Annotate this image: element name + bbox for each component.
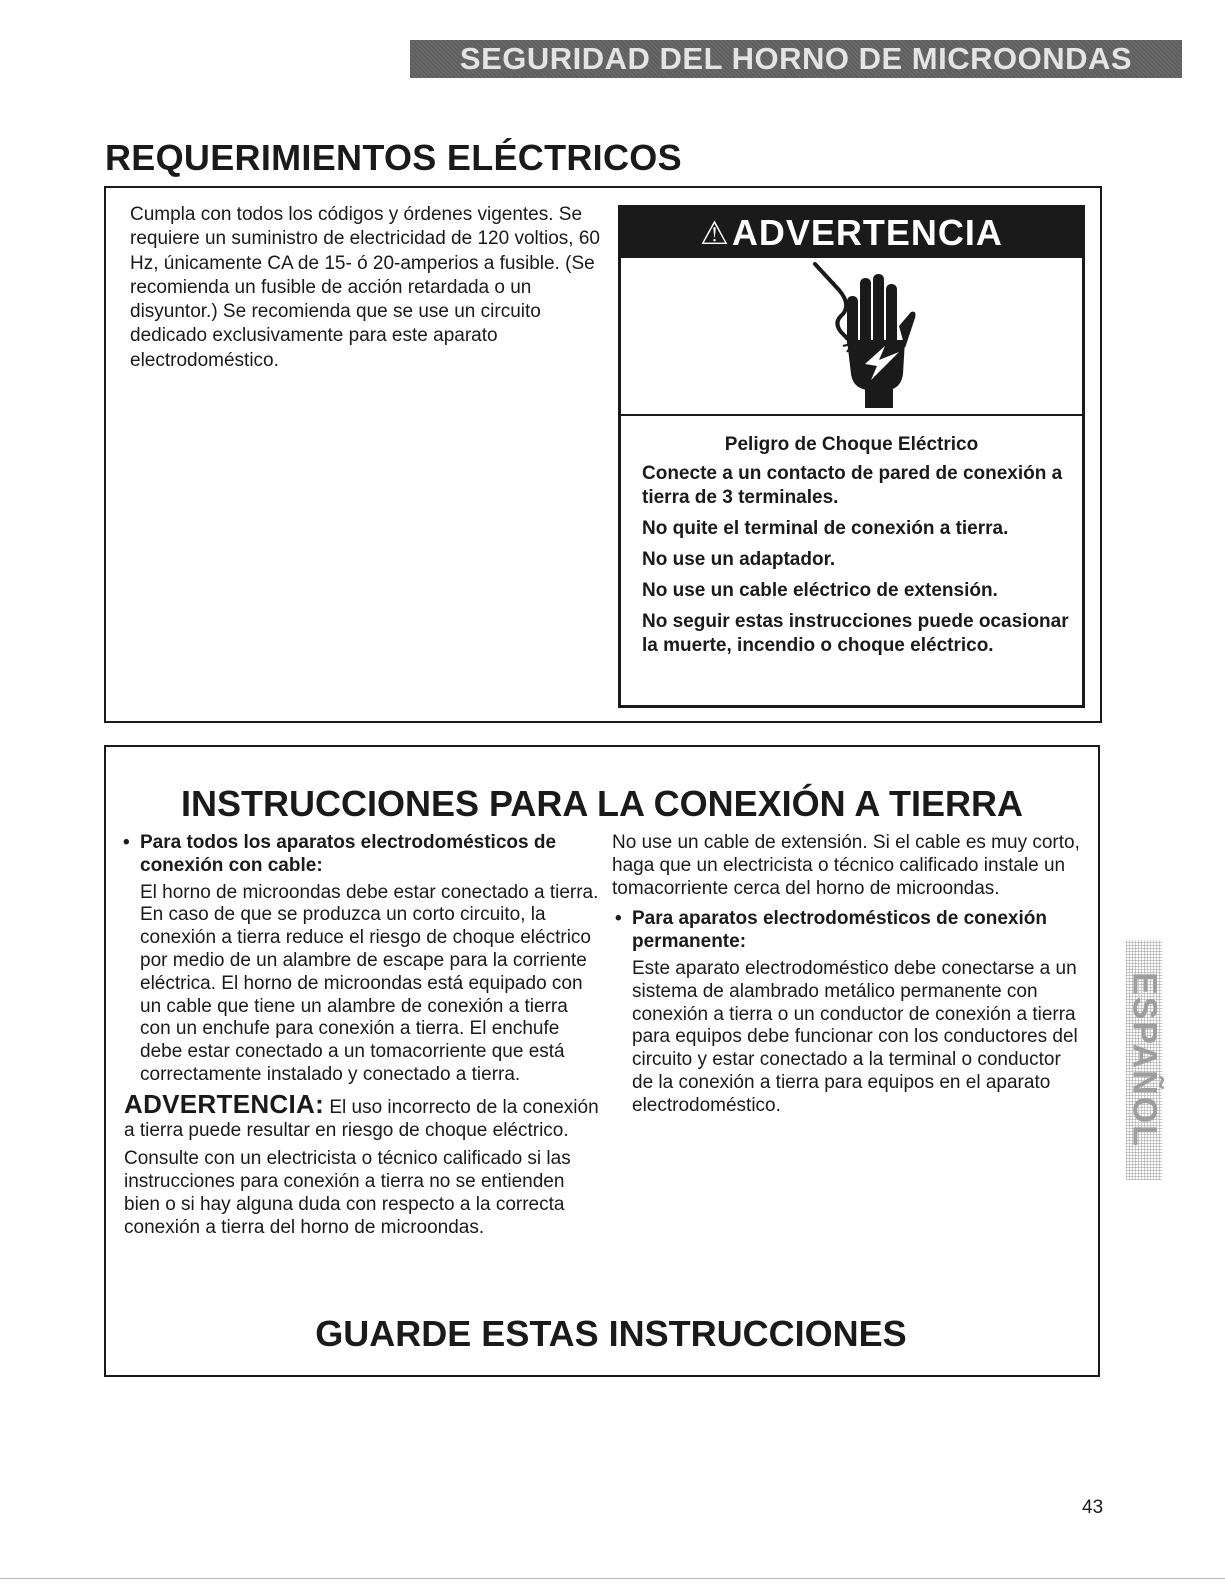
permanent-connection-body: Este aparato electrodoméstico debe conectarse a un sistema de alambrado metálico permanente con conexión a tierra o un conductor de conexión a tierra para equipos debe funcionar con los conductores del circuito y estar conectado a la terminal o conductor de la conexión a tierra para equipos en el aparato electrodoméstico. [632,957,1078,1116]
section-banner [410,40,1182,78]
warning-line: No use un cable eléctrico de extensión. [642,580,998,601]
electrical-requirements-heading: REQUERIMIENTOS ELÉCTRICOS [105,137,682,178]
cord-connected-heading [120,832,600,878]
cord-connected-body: El horno de microondas debe estar conectado a tierra. En caso de que se produzca un corto circuito, la conexión a tierra reduce el riesgo de choque eléctrico por medio de un alambre de escape para la corriente eléctrica. El horno de microondas está equipado con un cable que tiene un alambre de conexión a tierra con un enchufe para conexión a tierra. El enchufe debe estar conectado a un tomacorriente que está correctamente instalado y conectado a tierra. [140,881,599,1085]
electrical-requirements-text: Cumpla con todos los códigos y órdenes vigentes. Se requiere un suministro de electricidad de 120 voltios, 60 Hz, únicamente CA de 15- ó 20-amperios a fusible. (Se recomienda un fusible de acción retardada o un disyuntor.) Se recomienda que se use un circuito dedicado exclusivamente para este aparato electrodoméstico. [130,204,600,371]
grounding-warning-text: El uso incorrecto de la conexión a tierra puede resultar en riesgo de choque eléctrico. [124,1096,599,1141]
permanent-connection-heading-text: Para aparatos electrodomésticos de conexión permanente: [632,908,1047,953]
grounding-instructions-heading: INSTRUCCIONES PARA LA CONEXIÓN A TIERRA [180,783,1024,824]
warning-line: No use un adaptador. [642,549,836,570]
grounding-left-column [120,832,600,1240]
grounding-warning [124,1088,600,1143]
banner-text: SEGURIDAD DEL HORNO DE MICROONDAS [459,41,1133,76]
grounding-warning-label: ADVERTENCIA: [124,1088,325,1119]
warning-header [621,208,1082,258]
warning-list [642,462,1072,665]
warning-line: No quite el terminal de conexión a tierra. [642,518,1009,539]
warning-triangle-icon: ⚠ [700,215,730,251]
language-side-tab-label: ESPAÑOL [1125,972,1164,1148]
warning-panel [618,205,1085,708]
warning-title: Peligro de Choque Eléctrico [724,434,979,455]
language-side-tab [1126,940,1162,1180]
bullet-icon: • [123,832,130,853]
warning-divider [621,414,1082,416]
warning-line: No seguir estas instrucciones puede ocasionar la muerte, incendio o choque eléctrico. [642,611,1069,656]
grounding-right-column [612,832,1082,1118]
bottom-rule [0,1578,1225,1579]
cord-connected-heading-text: Para todos los aparatos electrodomésticos de conexión con cable: [140,832,557,876]
page-number: 43 [1082,1497,1104,1518]
consult-electrician-text: Consulte con un electricista o técnico calificado si las instrucciones para conexión a tierra no se entienden bien o si hay alguna duda con respecto a la correcta conexión a tierra del horno de microondas. [124,1148,571,1238]
warning-line: Conecte a un contacto de pared de conexión a tierra de 3 terminales. [642,463,1063,508]
electric-shock-hand-icon [807,256,917,411]
bullet-icon: • [615,908,622,930]
permanent-connection-heading [612,908,1082,954]
extension-cord-text: No use un cable de extensión. Si el cable es muy corto, haga que un electricista o técnico calificado instale un tomacorriente cerca del horno de microondas. [612,832,1080,899]
warning-label: ADVERTENCIA [731,212,1003,253]
save-instructions-heading: GUARDE ESTAS INSTRUCCIONES [315,1313,907,1354]
